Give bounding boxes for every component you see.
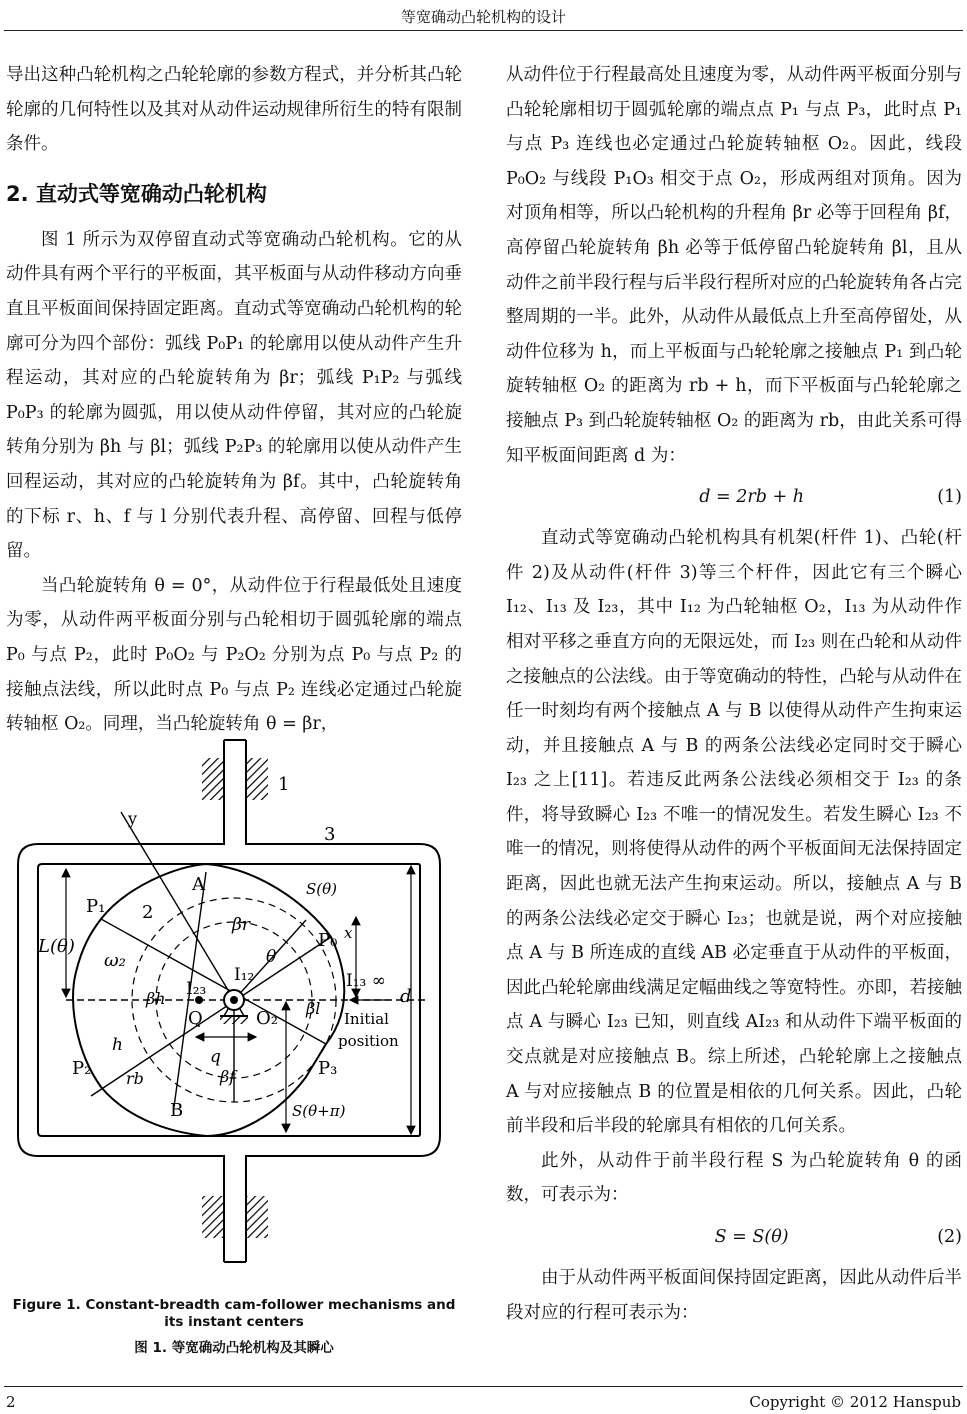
label-P3: P₃ [318, 1058, 338, 1079]
frame-guide-top-left [202, 758, 224, 800]
label-initial: Initial [344, 1010, 389, 1028]
intro-paragraph: 导出这种凸轮机构之凸轮轮廓的参数方程式，并分析其凸轮轮廓的几何特性以及其对从动件运动规律所衍生的特有限制条件。 [6, 65, 462, 155]
label-P2: P₂ [72, 1058, 92, 1079]
equation-2-body: S = S(θ) [714, 1226, 789, 1247]
label-A: A [192, 874, 205, 895]
label-y: y [128, 809, 138, 828]
theta-zero-paragraph: 当凸轮旋转角 θ = 0°，从动件位于行程最低处且速度为零，从动件两平板面分别与凸轮相切于圆弧轮廓的端点 P₀ 与点 P₂，此时 P₀O₂ 与 P₂O₂ 分别为点 P₀ 与点 P₂ 的接触点法线，所以此时点 P₀ 与点 P₂ 连线必定通过凸轮旋转轴枢 O₂。同理，当凸轮旋转角 θ = βr， [6, 575, 462, 735]
label-P0: P₀ [318, 930, 338, 951]
copyright-notice: Copyright © 2012 Hanspub [749, 1393, 961, 1411]
equation-2 [506, 1213, 962, 1261]
footer-rule [4, 1386, 963, 1387]
equation-1 [506, 473, 962, 521]
equation-1-body: d = 2rb + h [699, 486, 804, 507]
equation-1-number: (1) [937, 486, 962, 507]
label-beta-r: βr [232, 915, 250, 935]
label-link1: 1 [278, 774, 290, 795]
continuation-paragraph: 从动件位于行程最高处且速度为零，从动件两平板面分别与凸轮轮廓相切于圆弧轮廓的端点点 P₁ 与点 P₃，此时点 P₁ 与点 P₃ 连线也必定通过凸轮旋转轴枢 O₂。因此，线段 P₀O₂ 与线段 P₁O₃ 相交于点 O₂，形成两组对顶角。因为对顶角相等，所以凸轮机构的升程角 βr 必等于回程角 βf，高停留凸轮旋转角 βh 必等于低停留凸轮旋转角 βl，且从动件之前半段行程与后半段行程所对应的凸轮旋转角各占完整周期的一半。此外，从动件从最低点上升至高停留处，从动件位移为 h，而上平板面与凸轮轮廓之接触点 P₁ 到凸轮旋转轴枢 O₂ 的距离为 rb + h，而下平板面与凸轮轮廓之接触点 P₃ 到凸轮旋转轴枢 O₂ 的距离为 rb，由此关系可得知平板面间距离 d 为： [506, 65, 962, 466]
label-theta: θ [266, 947, 277, 967]
running-header: 等宽确动凸轮机构的设计 [400, 8, 566, 26]
fig1-description-paragraph: 图 1 所示为双停留直动式等宽确动凸轮机构。它的从动件具有两个平行的平板面，其平板面与从动件移动方向垂直且平板面间保持固定距离。直动式等宽确动凸轮机构的轮廓可分为四个部份：弧线 P₀P₁ 的轮廓用以使从动件产生升程运动，其对应的凸轮旋转角为 βr；弧线 P₁P₂ 与弧线 P₀P₃ 的轮廓为圆弧，用以使从动件停留，其对应的凸轮旋转角分别为 βh 与 βl；弧线 P₂P₃ 的轮廓用以使从动件产生回程运动，其对应的凸轮旋转角为 βf。其中，凸轮旋转角的下标 r、h、f 与 l 分别代表升程、高停留、回程与低停留。 [6, 229, 462, 562]
label-beta-l: βl [306, 999, 321, 1018]
figure-caption-chinese: 图 1. 等宽确动凸轮机构及其瞬心 [134, 1340, 334, 1356]
figure-1 [6, 732, 476, 1280]
label-link3: 3 [324, 824, 336, 845]
instant-centers-paragraph: 直动式等宽确动凸轮机构具有机架(杆件 1)、凸轮(杆件 2)及从动件(杆件 3)等三个杆件，因此它有三个瞬心 I₁₂、I₁₃ 及 I₂₃，其中 I₁₂ 为凸轮轴枢 O₂，I₁₃ 为从动件作相对平移之垂直方向的无限远处，而 I₂₃ 则在凸轮和从动件之接触点的公法线。由于等宽确动的特性，凸轮与从动件在任一时刻均有两个接触点 A 与 B 以使得从动件产生拘束运动，并且接触点 A 与 B 的两条公法线必定同时交于瞬心 I₂₃ 之上[11]。若违反此两条公法线必须相交于 I₂₃ 的条件，将导致瞬心 I₂₃ 不唯一的情况发生。若发生瞬心 I₂₃ 不唯一的情况，则将使得从动件的两个平板面间无法保持固定距离，因此也就无法产生拘束运动。所以，接触点 A 与 B 的两条公法线必定交于瞬心 I₂₃；也就是说，两个对应接触点 A 与 B 所连成的直线 AB 必定垂直于从动件的平板面，因此凸轮轮廓曲线满足定幅曲线之等宽特性。亦即，若接触点 A 与瞬心 I₂₃ 已知，则直线 AI₂₃ 和从动件下端平板面的交点就是对应接触点 B。综上所述，凸轮轮廓上之接触点 A 与对应接触点 B 的位置是相依的几何关系。因此，凸轮前半段和后半段的轮廓具有相依的几何关系。 [506, 528, 962, 1137]
last-paragraph: 由于从动件两平板面间保持固定距离，因此从动件后半段对应的行程可表示为： [506, 1268, 962, 1323]
label-beta-h: βh [146, 989, 166, 1008]
label-B: B [170, 1100, 184, 1121]
stroke-function-paragraph: 此外，从动件于前半段行程 S 为凸轮旋转角 θ 的函数，可表示为： [506, 1150, 962, 1206]
label-position: position [338, 1032, 399, 1050]
right-column [506, 58, 962, 1330]
label-beta-f: βf [220, 1067, 236, 1086]
frame-guide-top-right [246, 758, 268, 800]
cam-mechanism-diagram [6, 732, 476, 1280]
label-rb: rb [126, 1069, 144, 1088]
frame-guide-bottom-left [202, 1196, 224, 1238]
label-Q: Q [188, 1008, 203, 1029]
equation-2-number: (2) [937, 1226, 962, 1247]
label-S-theta-pi: S(θ+π) [292, 1102, 346, 1120]
label-d: d [400, 986, 412, 1007]
page-number: 2 [6, 1393, 16, 1411]
label-O2: O₂ [256, 1008, 278, 1029]
label-I23: I₂₃ [186, 979, 207, 999]
label-x: x [344, 924, 353, 942]
header-rule [4, 30, 963, 31]
label-omega2: ω₂ [104, 950, 126, 971]
label-L-theta: L(θ) [38, 936, 75, 957]
figure-caption-english: Figure 1. Constant-breadth cam-follower mechanisms and its instant centers [12, 1297, 456, 1330]
label-I12: I₁₂ [234, 965, 255, 985]
section-title: 2. 直动式等宽确动凸轮机构 [6, 181, 267, 206]
label-I13: I₁₃ ∞ [346, 971, 386, 991]
label-P1: P₁ [86, 896, 106, 917]
frame-guide-bottom-right [246, 1196, 268, 1238]
label-q: q [210, 1047, 221, 1067]
label-S-theta: S(θ) [306, 880, 338, 898]
label-h: h [112, 1035, 123, 1055]
left-column [6, 58, 462, 742]
label-link2: 2 [142, 902, 154, 923]
